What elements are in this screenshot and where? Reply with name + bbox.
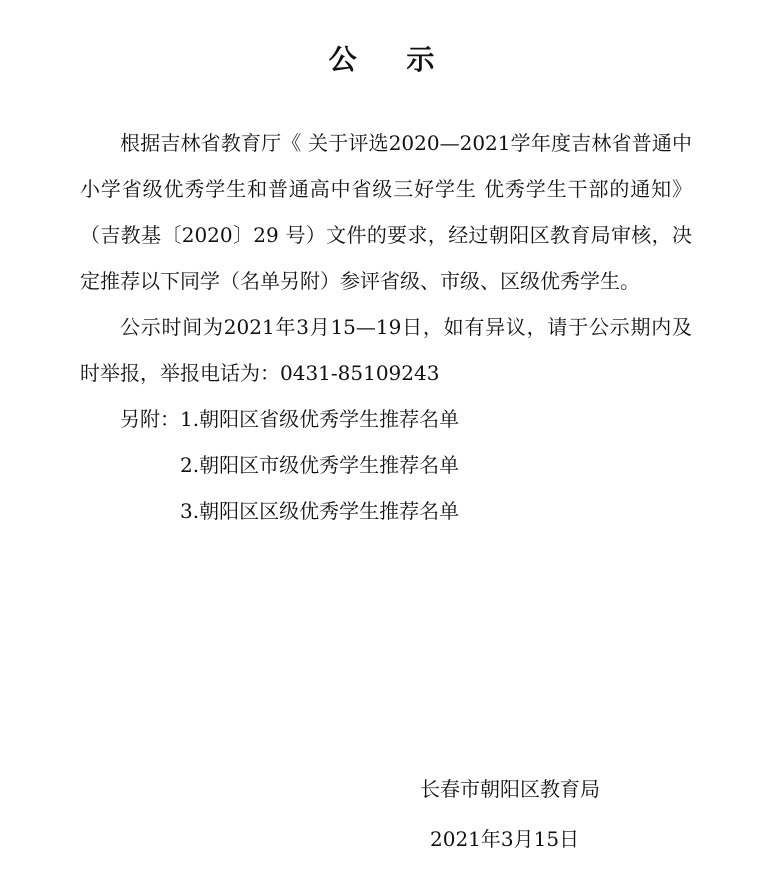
attachment-item-1: 1.朝阳区省级优秀学生推荐名单 xyxy=(180,407,460,431)
paragraph-publicity-period: 公示时间为2021年3月15—19日，如有异议，请于公示期内及时举报，举报电话为：0431-85109243 xyxy=(80,315,692,385)
attachments-label: 另附： xyxy=(120,407,180,431)
issuing-organization: 长春市朝阳区教育局 xyxy=(420,777,600,801)
document-title: 公 示 xyxy=(328,43,455,76)
attachment-item-2: 2.朝阳区市级优秀学生推荐名单 xyxy=(180,453,460,477)
paragraph-nomination: 根据吉林省教育厅《 关于评选2020—2021学年度吉林省普通中小学省级优秀学生和普通高中省级三好学生 优秀学生干部的通知》（吉教基〔2020〕29 号）文件的要求，经过朝阳区教育局审核，决定推荐以下同学（名单另附）参评省级、市级、区级优秀学生。 xyxy=(80,131,692,293)
document-body xyxy=(80,120,692,534)
attachment-item-3: 3.朝阳区区级优秀学生推荐名单 xyxy=(180,499,460,523)
attachment-line xyxy=(80,396,692,442)
issue-date: 2021年3月15日 xyxy=(430,827,580,851)
signature-block xyxy=(420,764,600,864)
